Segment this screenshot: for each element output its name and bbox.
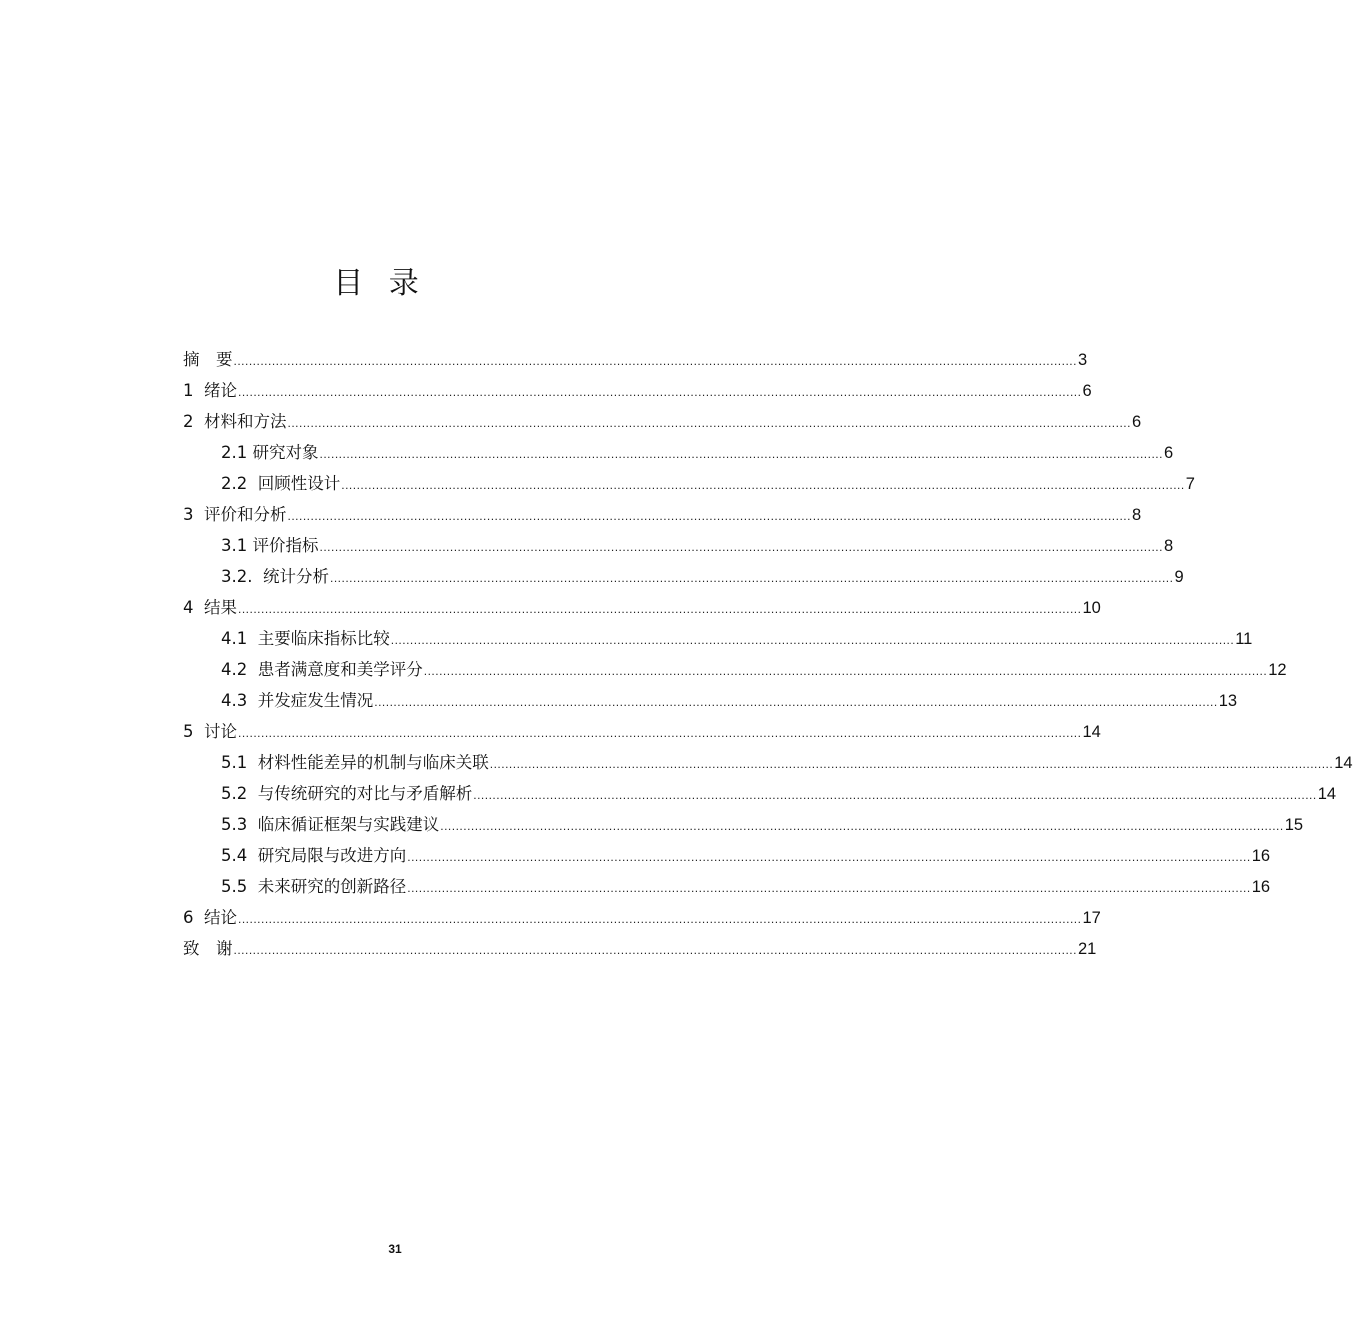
toc-entry-label: 4.3 并发症发生情况 [221,691,374,710]
toc-leader-dots: ............................................................................................................................................................................................................................ [407,850,1251,864]
toc-entry-label: 5.5 未来研究的创新路径 [221,877,407,896]
page-number: 31 [388,1242,402,1256]
toc-subentry[interactable] [183,530,1174,561]
toc-entry-label: 3 评价和分析 [183,505,287,524]
toc-subentry[interactable] [183,468,1195,499]
toc-entry-label: 6 结论 [183,908,237,927]
toc-entry-label: 5.2 与传统研究的对比与矛盾解析 [221,784,473,803]
toc-title: 目 录 [333,266,427,301]
toc-entry-page: 8 [1163,537,1174,555]
toc-entry-label: 5.4 研究局限与改进方向 [221,846,407,865]
toc-subentry[interactable] [183,561,1184,592]
toc-leader-dots: ............................................................................................................................................................................................................................ [238,385,1082,399]
toc-entry-label: 5.3 临床循证框架与实践建议 [221,815,440,834]
toc-subentry[interactable] [183,437,1174,468]
toc-entry-label: 5.1 材料性能差异的机制与临床关联 [221,753,489,772]
toc-entry-page: 6 [1131,413,1142,431]
toc-entry-page: 14 [1082,723,1101,741]
toc-leader-dots: ............................................................................................................................................................................................................................ [287,509,1131,523]
toc-entry-page: 3 [1077,351,1088,369]
toc-subentry[interactable] [183,840,1271,871]
toc-leader-dots: ............................................................................................................................................................................................................................ [233,354,1077,368]
toc-subentry[interactable] [183,809,1304,840]
toc-entry-page: 16 [1251,878,1271,896]
toc-entry-label: 5 讨论 [183,722,237,741]
toc-leader-dots: ............................................................................................................................................................................................................................ [319,540,1163,554]
toc-leader-dots: ............................................................................................................................................................................................................................ [390,633,1235,647]
toc-entry-page: 17 [1082,909,1101,927]
toc-leader-dots: ............................................................................................................................................................................................................................ [233,943,1077,957]
toc-entry-label: 摘 要 [183,350,233,369]
toc-leader-dots: ............................................................................................................................................................................................................................ [341,478,1185,492]
toc-entry-page: 7 [1185,475,1195,493]
toc-entry-label: 3.1 评价指标 [221,536,319,555]
toc-leader-dots: ............................................................................................................................................................................................................................ [238,912,1082,926]
toc-leader-dots: ............................................................................................................................................................................................................................ [329,571,1174,585]
toc-entry-page: 9 [1174,568,1184,586]
toc-entry-label: 3.2. 统计分析 [221,567,329,586]
toc-entry-page: 15 [1284,816,1304,834]
toc-leader-dots: ............................................................................................................................................................................................................................ [319,447,1163,461]
toc-entry-label: 4.1 主要临床指标比较 [221,629,390,648]
toc-entry[interactable] [183,344,1088,375]
toc-entry-page: 14 [1334,754,1353,772]
toc-entry-page: 13 [1218,692,1238,710]
toc-entry-label: 4.2 患者满意度和美学评分 [221,660,423,679]
toc-subentry[interactable] [183,654,1287,685]
toc-entry-page: 12 [1268,661,1287,679]
table-of-contents [183,344,1353,964]
toc-entry-label: 2 材料和方法 [183,412,287,431]
toc-entry-page: 6 [1082,382,1092,400]
toc-entry[interactable] [183,716,1101,747]
toc-leader-dots: ............................................................................................................................................................................................................................ [489,757,1334,771]
toc-entry-label: 致 谢 [183,939,233,958]
toc-entry-page: 14 [1317,785,1337,803]
toc-entry[interactable] [183,406,1142,437]
toc-subentry[interactable] [183,778,1337,809]
toc-leader-dots: ............................................................................................................................................................................................................................ [287,416,1131,430]
toc-entry[interactable] [183,499,1142,530]
toc-entry-page: 21 [1077,940,1097,958]
toc-entry-page: 11 [1235,630,1253,648]
toc-leader-dots: ............................................................................................................................................................................................................................ [238,602,1082,616]
toc-entry-page: 8 [1131,506,1142,524]
toc-subentry[interactable] [183,871,1271,902]
toc-entry-label: 1 绪论 [183,381,237,400]
toc-leader-dots: ............................................................................................................................................................................................................................ [440,819,1284,833]
toc-subentry[interactable] [183,623,1253,654]
toc-leader-dots: ............................................................................................................................................................................................................................ [374,695,1218,709]
toc-entry-page: 16 [1251,847,1271,865]
toc-leader-dots: ............................................................................................................................................................................................................................ [407,881,1251,895]
toc-subentry[interactable] [183,685,1238,716]
toc-subentry[interactable] [183,747,1353,778]
toc-entry[interactable] [183,933,1097,964]
toc-entry[interactable] [183,375,1092,406]
toc-leader-dots: ............................................................................................................................................................................................................................ [423,664,1268,678]
toc-entry[interactable] [183,592,1101,623]
toc-leader-dots: ............................................................................................................................................................................................................................ [473,788,1317,802]
toc-entry-page: 10 [1082,599,1101,617]
toc-leader-dots: ............................................................................................................................................................................................................................ [238,726,1082,740]
toc-entry-label: 2.1 研究对象 [221,443,319,462]
toc-entry-label: 2.2 回顾性设计 [221,474,341,493]
toc-entry[interactable] [183,902,1101,933]
toc-entry-label: 4 结果 [183,598,237,617]
toc-entry-page: 6 [1163,444,1174,462]
